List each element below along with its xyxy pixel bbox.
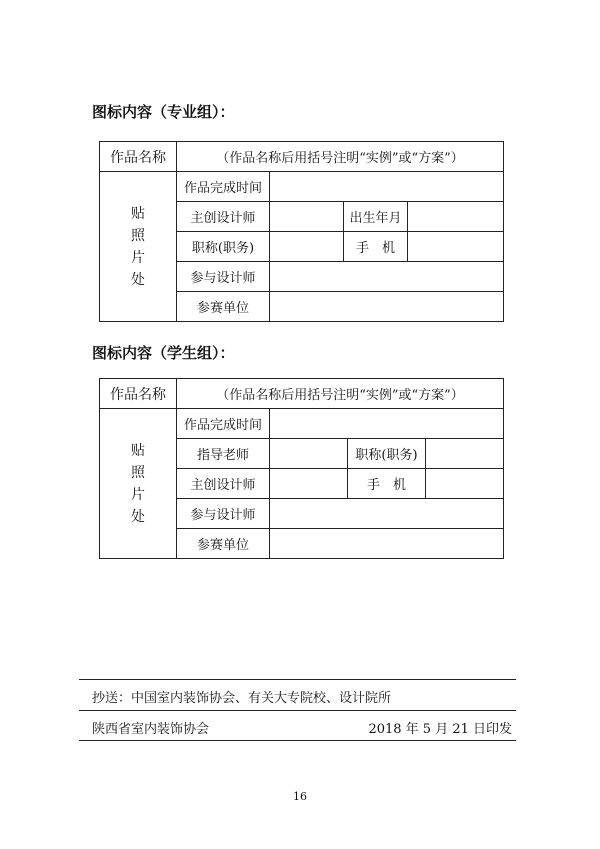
- lead-designer-label: 主创设计师: [177, 469, 270, 499]
- entry-form-professional: [99, 141, 504, 322]
- photo-char: 照: [131, 464, 145, 481]
- photo-area[interactable]: [100, 409, 177, 559]
- photo-char: 贴: [131, 442, 145, 459]
- mobile-field[interactable]: [426, 469, 504, 499]
- title-position-label: 职称(职务): [177, 232, 270, 262]
- completion-time-label: 作品完成时间: [177, 172, 270, 202]
- photo-char: 片: [131, 486, 145, 503]
- title-position-field[interactable]: [270, 232, 344, 262]
- issuer-name: 陕西省室内装饰协会: [92, 722, 210, 737]
- lead-designer-field[interactable]: [270, 469, 348, 499]
- photo-char: 处: [131, 271, 145, 288]
- mobile-label: 手 机: [344, 232, 408, 262]
- lead-designer-label: 主创设计师: [177, 202, 270, 232]
- co-designer-field[interactable]: [270, 262, 504, 292]
- photo-area[interactable]: [100, 172, 177, 322]
- co-designer-label: 参与设计师: [177, 262, 270, 292]
- table-row: [100, 379, 504, 409]
- entrant-unit-label: 参赛单位: [177, 529, 270, 559]
- entrant-unit-label: 参赛单位: [177, 292, 270, 322]
- photo-char: 贴: [131, 205, 145, 222]
- work-name-field[interactable]: （作品名称后用括号注明“实例”或“方案”）: [177, 142, 504, 172]
- photo-char: 片: [131, 249, 145, 266]
- section-heading-student: 图标内容（学生组）：: [92, 344, 235, 362]
- footer-divider: [79, 740, 516, 741]
- mobile-field[interactable]: [408, 232, 504, 262]
- footer-divider: [79, 679, 516, 680]
- advisor-field[interactable]: [270, 439, 348, 469]
- photo-char: 照: [131, 227, 145, 244]
- co-designer-field[interactable]: [270, 499, 504, 529]
- completion-time-field[interactable]: [270, 172, 504, 202]
- copy-to-line: 抄送：中国室内装饰协会、有关大专院校、设计院所: [92, 691, 392, 706]
- co-designer-label: 参与设计师: [177, 499, 270, 529]
- birth-date-field[interactable]: [408, 202, 504, 232]
- photo-char: 处: [131, 508, 145, 525]
- title-position-field[interactable]: [426, 439, 504, 469]
- issue-date: 2018 年 5 月 21 日印发: [368, 722, 512, 737]
- birth-date-label: 出生年月: [344, 202, 408, 232]
- entrant-unit-field[interactable]: [270, 529, 504, 559]
- work-name-field[interactable]: （作品名称后用括号注明“实例”或“方案”）: [177, 379, 504, 409]
- work-name-label: 作品名称: [100, 379, 177, 409]
- title-position-label: 职称(职务): [348, 439, 426, 469]
- mobile-label: 手 机: [348, 469, 426, 499]
- entry-form-student: [99, 378, 504, 559]
- completion-time-label: 作品完成时间: [177, 409, 270, 439]
- table-row: [100, 172, 504, 202]
- footer-divider: [79, 710, 516, 711]
- advisor-label: 指导老师: [177, 439, 270, 469]
- page-number: 16: [293, 790, 307, 803]
- work-name-label: 作品名称: [100, 142, 177, 172]
- section-heading-professional: 图标内容（专业组）：: [92, 103, 235, 121]
- entrant-unit-field[interactable]: [270, 292, 504, 322]
- lead-designer-field[interactable]: [270, 202, 344, 232]
- table-row: [100, 142, 504, 172]
- table-row: [100, 409, 504, 439]
- completion-time-field[interactable]: [270, 409, 504, 439]
